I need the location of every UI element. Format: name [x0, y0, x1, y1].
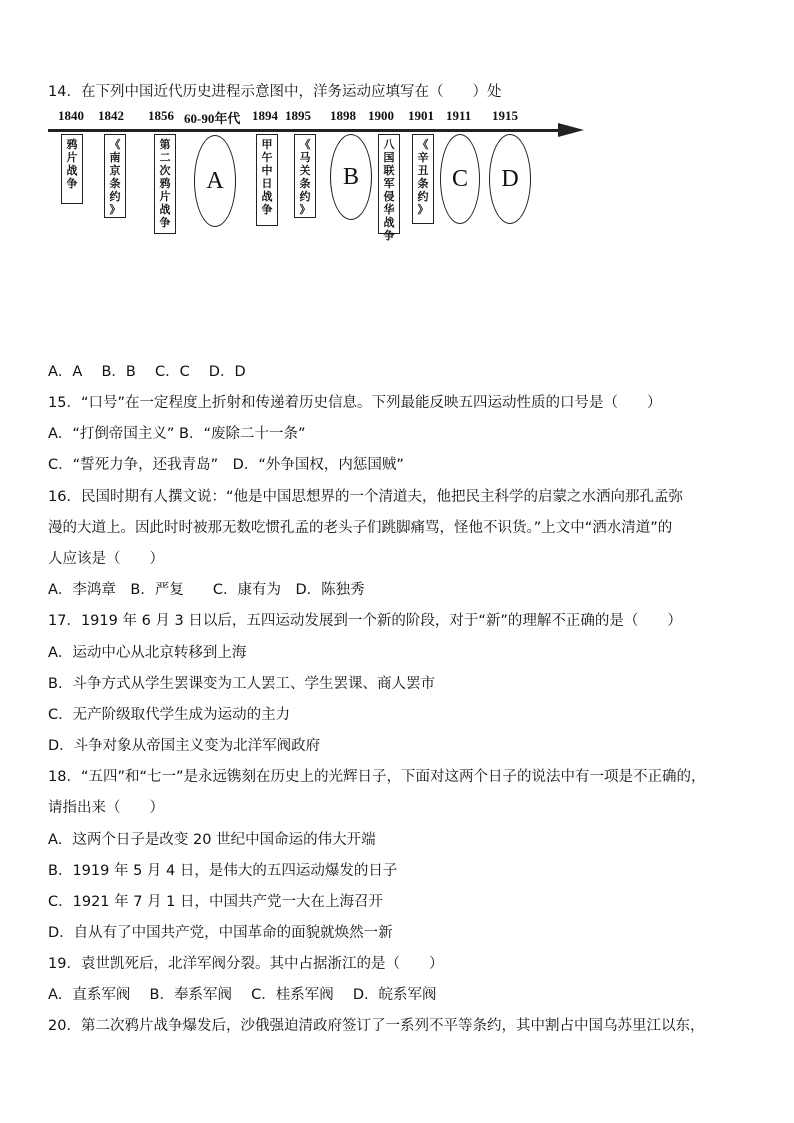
- q15-options-ab: A．“打倒帝国主义” B．“废除二十一条”: [48, 426, 306, 442]
- q17-option-a: A．运动中心从北京转移到上海: [48, 645, 247, 661]
- placeholder-oval-a: A: [194, 135, 236, 227]
- year-label: 1842: [98, 108, 124, 123]
- q19-options: A．直系军阀 B．奉系军阀 C．桂系军阀 D．皖系军阀: [48, 987, 437, 1003]
- q14-options: A．A B．B C．C D．D: [48, 364, 246, 380]
- q16-stem-line2: 漫的大道上。因此时时被那无数吃惯孔孟的老头子们跳脚痛骂，怪他不识货。”上文中“洒水清道”的: [48, 520, 673, 536]
- q18-stem-line1: 18．“五四”和“七一”是永远镌刻在历史上的光辉日子，下面对这两个日子的说法中有一项是不正确的，: [48, 769, 706, 785]
- q17-option-d: D．斗争对象从帝国主义变为北洋军阀政府: [48, 738, 321, 754]
- q20-stem: 20．第二次鸦片战争爆发后，沙俄强迫清政府签订了一系列不平等条约，其中割占中国乌苏里江以东，: [48, 1018, 705, 1034]
- event-box-second-opium-war: 第 二 次 鸦 片 战 争: [154, 134, 176, 234]
- year-label: 1901: [408, 108, 434, 123]
- year-label: 60-90年代: [184, 111, 241, 126]
- q16-stem-line3: 人应该是（ ）: [48, 551, 164, 567]
- placeholder-oval-d: D: [489, 134, 531, 224]
- q16-options: A．李鸿章 B．严复 C．康有为 D．陈独秀: [48, 582, 365, 598]
- event-box-shimonoseki-treaty: 《 马 关 条 约 》: [294, 134, 316, 218]
- q17-option-c: C．无产阶级取代学生成为运动的主力: [48, 707, 291, 723]
- q18-option-c: C．1921 年 7 月 1 日，中国共产党一大在上海召开: [48, 894, 384, 910]
- year-label: 1900: [368, 108, 394, 123]
- year-label: 1895: [285, 108, 311, 123]
- placeholder-oval-b: B: [330, 134, 372, 220]
- year-label: 1856: [148, 108, 174, 123]
- placeholder-oval-c: C: [440, 134, 480, 224]
- year-label: 1840: [58, 108, 84, 123]
- q18-option-a: A．这两个日子是改变 20 世纪中国命运的伟大开端: [48, 832, 376, 848]
- q14-stem: 14．在下列中国近代历史进程示意图中，洋务运动应填写在（ ）处: [48, 84, 502, 100]
- event-box-opium-war: 鸦 片 战 争: [61, 134, 83, 204]
- q18-option-b: B．1919 年 5 月 4 日，是伟大的五四运动爆发的日子: [48, 863, 398, 879]
- q17-stem: 17．1919 年 6 月 3 日以后，五四运动发展到一个新的阶段，对于“新”的理解不正确的是（ ）: [48, 613, 682, 629]
- event-box-eight-nation-invasion: 八 国 联 军 侵 华 战 争: [378, 134, 400, 234]
- q19-stem: 19．袁世凯死后，北洋军阀分裂。其中占据浙江的是（ ）: [48, 956, 444, 972]
- timeline-axis: [48, 129, 560, 132]
- timeline-arrow: [558, 123, 584, 137]
- q17-option-b: B．斗争方式从学生罢课变为工人罢工、学生罢课、商人罢市: [48, 676, 435, 692]
- history-timeline: [48, 108, 608, 242]
- q18-stem-line2: 请指出来（ ）: [48, 800, 164, 816]
- year-label: 1911: [446, 108, 472, 123]
- event-box-nanjing-treaty: 《 南 京 条 约 》: [104, 134, 126, 218]
- q15-options-cd: C．“誓死力争，还我青岛” D．“外争国权，内惩国贼”: [48, 457, 404, 473]
- year-label: 1898: [330, 108, 356, 123]
- event-box-sino-japanese-war: 甲 午 中 日 战 争: [256, 134, 278, 226]
- year-label: 1915: [492, 108, 518, 123]
- q16-stem-line1: 16．民国时期有人撰文说：“他是中国思想界的一个清道夫，他把民主科学的启蒙之水洒向那孔孟弥: [48, 489, 683, 505]
- q18-option-d: D．自从有了中国共产党，中国革命的面貌就焕然一新: [48, 925, 393, 941]
- event-box-boxer-protocol: 《 辛 丑 条 约 》: [412, 134, 434, 224]
- q15-stem: 15．“口号”在一定程度上折射和传递着历史信息。下列最能反映五四运动性质的口号是（ ）: [48, 395, 662, 411]
- year-label: 1894: [252, 108, 278, 123]
